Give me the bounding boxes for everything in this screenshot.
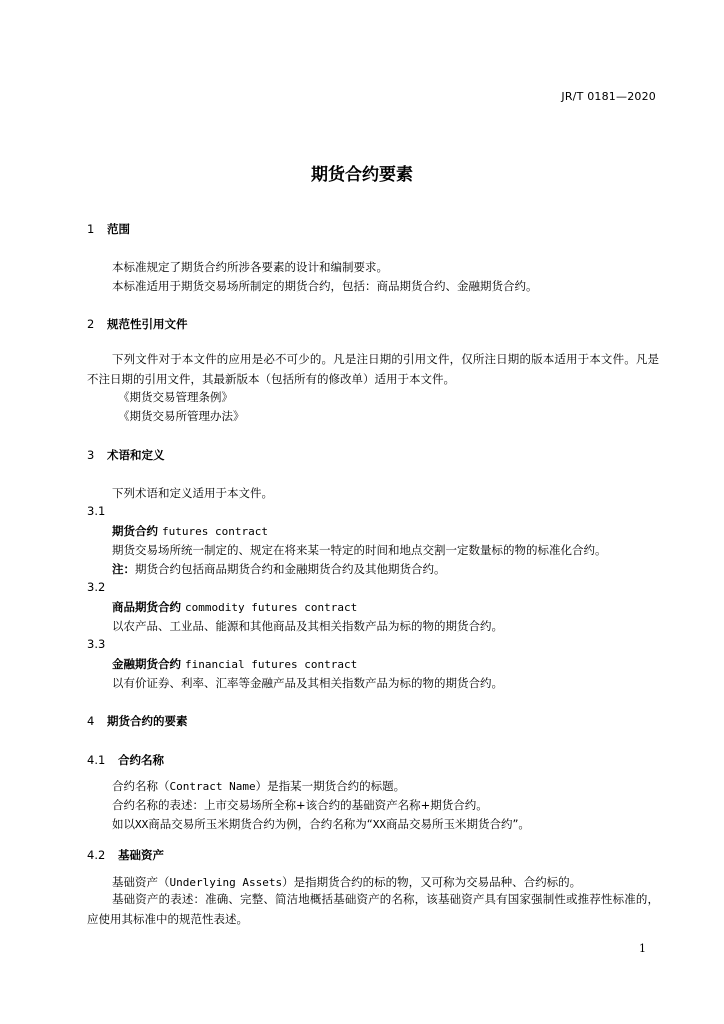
subsection-4-2-heading [87, 847, 164, 863]
term-definition: 以农产品、工业品、能源和其他商品及其相关指数产品为标的物的期货合约。 [112, 619, 503, 633]
term-number: 3.1 [87, 504, 106, 518]
standard-code: JR/T 0181—2020 [561, 90, 656, 103]
note-text: 期货合约包括商品期货合约和金融期货合约及其他期货合约。 [135, 562, 446, 576]
term-title [112, 656, 357, 672]
text-fragment: ）是指某一期货合约的标题。 [255, 779, 406, 793]
paragraph [112, 778, 405, 794]
term-cn: 商品期货合约 [112, 600, 181, 614]
subsection-title: 合约名称 [118, 753, 164, 767]
term-definition: 以有价证券、利率、汇率等金融产品及其相关指数产品为标的物的期货合约。 [112, 676, 503, 690]
section-2-heading [87, 316, 188, 332]
page-title: 期货合约要素 [311, 165, 413, 185]
section-1-heading [87, 221, 130, 237]
term-definition: 期货交易场所统一制定的、规定在将来某一特定的时间和地点交割一定数量标的物的标准化合约。 [112, 543, 607, 557]
text-fragment: 商品交易所玉米期货合约”。 [385, 817, 530, 831]
section-title: 范围 [107, 222, 130, 236]
text-fragment: XX [372, 818, 386, 831]
section-4-heading [87, 713, 188, 729]
text-fragment: XX [135, 818, 149, 831]
page-number: 1 [639, 942, 646, 955]
subsection-number: 4.2 [87, 848, 106, 862]
english-term: Contract Name [169, 780, 256, 793]
section-number: 2 [87, 317, 95, 331]
paragraph: 本标准规定了期货合约所涉各要素的设计和编制要求。 [112, 260, 388, 274]
section-3-heading [87, 447, 165, 463]
term-cn: 金融期货合约 [112, 657, 181, 671]
term-en: financial futures contract [185, 658, 358, 671]
section-number: 1 [87, 222, 95, 236]
text-fragment: 商品交易所玉米期货合约为例，合约名称为“ [148, 817, 373, 831]
reference-item: 《期货交易所管理办法》 [118, 409, 245, 423]
section-number: 3 [87, 448, 95, 462]
paragraph: 下列文件对于本文件的应用是必不可少的。凡是注日期的引用文件，仅所注日期的版本适用于本文件。凡是不注日期的引用文件，其最新版本（包括所有的修改单）适用于本文件。 [87, 352, 659, 386]
section-title: 术语和定义 [107, 448, 165, 462]
text-fragment: ）是指期货合约的标的物，又可称为交易品种、合约标的。 [282, 875, 582, 889]
paragraph [112, 816, 530, 832]
paragraph [112, 874, 581, 890]
text-fragment: 如以 [112, 817, 135, 831]
section-title: 规范性引用文件 [107, 317, 188, 331]
subsection-number: 4.1 [87, 753, 106, 767]
term-number: 3.3 [87, 637, 106, 651]
term-title [112, 523, 268, 539]
term-en: futures contract [162, 525, 268, 538]
english-term: Underlying Assets [169, 876, 283, 889]
term-cn: 期货合约 [112, 524, 158, 538]
note-label: 注： [112, 562, 135, 576]
term-title [112, 599, 357, 615]
paragraph: 下列术语和定义适用于本文件。 [112, 486, 273, 500]
paragraph: 本标准适用于期货交易场所制定的期货合约，包括：商品期货合约、金融期货合约。 [112, 279, 538, 293]
paragraph: 合约名称的表述：上市交易场所全称+该合约的基础资产名称+期货合约。 [112, 798, 488, 812]
text-fragment: 基础资产（ [112, 875, 170, 889]
term-number: 3.2 [87, 580, 106, 594]
term-en: commodity futures contract [185, 601, 358, 614]
paragraph: 基础资产的表述：准确、完整、简洁地概括基础资产的名称，该基础资产具有国家强制性或推荐性标准的，应使用其标准中的规范性表述。 [87, 892, 659, 926]
text-fragment: 合约名称（ [112, 779, 170, 793]
reference-item: 《期货交易管理条例》 [118, 390, 233, 404]
subsection-title: 基础资产 [118, 848, 164, 862]
subsection-4-1-heading [87, 752, 164, 768]
section-title: 期货合约的要素 [107, 714, 188, 728]
section-number: 4 [87, 714, 95, 728]
term-note [112, 561, 446, 577]
